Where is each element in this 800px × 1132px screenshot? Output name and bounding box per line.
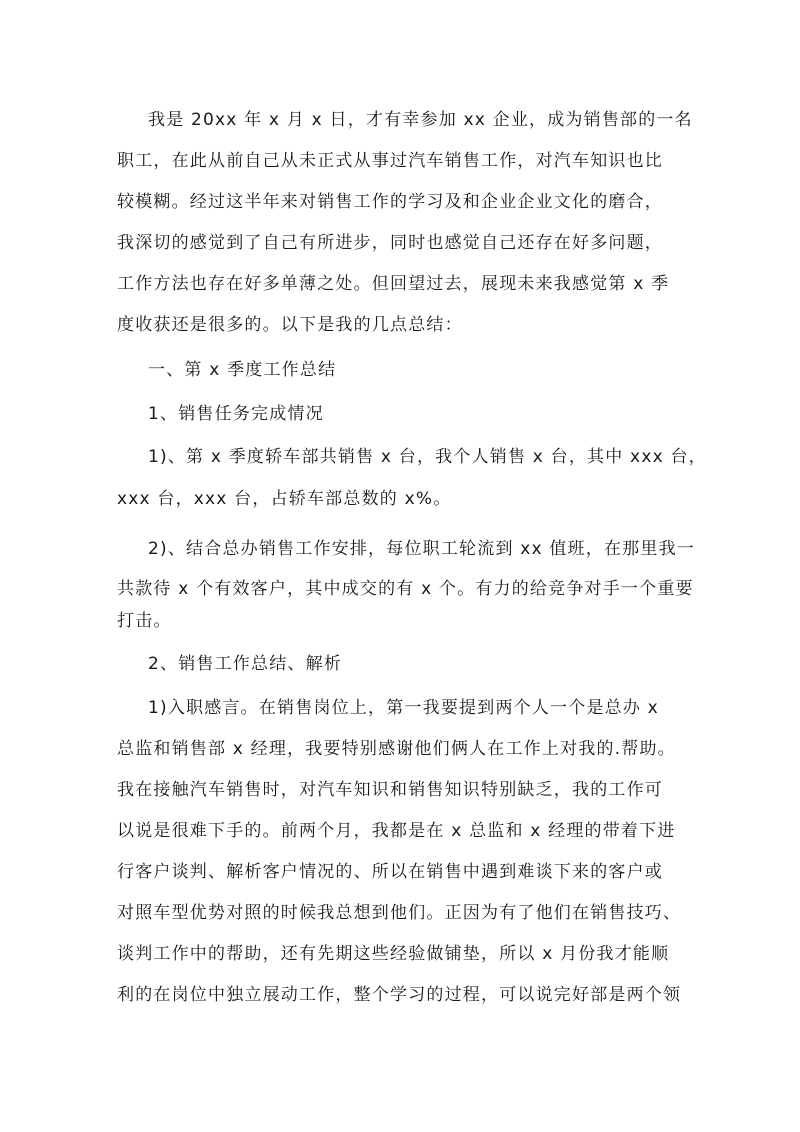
subsection-heading: 1、销售任务完成情况 [148,404,324,424]
text-line: 较模糊。经过这半年来对销售工作的学习及和企业企业文化的磨合， [117,192,663,212]
text-line: 谈判工作中的帮助，还有先期这些经验做铺垫，所以 x 月份我才能顺 [117,944,670,964]
text-line: 行客户谈判、解析客户情况的、所以在销售中遇到难谈下来的客户或 [117,862,663,882]
section-heading: 一、第 x 季度工作总结 [148,360,337,380]
text-line: 我是 20xx 年 x 月 x 日，才有幸参加 xx 企业，成为销售部的一名 [148,110,693,130]
text-line: 利的在岗位中独立展动工作，整个学习的过程，可以说完好部是两个领 [117,985,682,1005]
text-line: 度收获还是很多的。以下是我的几点总结： [117,315,463,335]
text-line: 我深切的感觉到了自己有所进步，同时也感觉自己还存在好多问题， [117,233,663,253]
text-line: 以说是很难下手的。前两个月，我都是在 x 总监和 x 经理的带着下进 [117,821,676,841]
text-line: 共款待 x 个有效客户，其中成交的有 x 个。有力的给竞争对手一个重要 [117,579,694,599]
text-line: 对照车型优势对照的时候我总想到他们。正因为有了他们在销售技巧、 [117,903,682,923]
subsection-heading: 2、销售工作总结、解析 [148,654,343,674]
text-line: 2)、结合总办销售工作安排，每位职工轮流到 xx 值班，在那里我一 [148,539,695,559]
text-line: 1)入职感言。在销售岗位上，第一我要提到两个人一个是总办 x [148,698,659,718]
text-line: 职工，在此从前自己从未正式从事过汽车销售工作，对汽车知识也比 [117,151,663,171]
text-line: xxx 台，xxx 台，占轿车部总数的 x%。 [117,489,452,509]
text-line: 工作方法也存在好多单薄之处。但回望过去，展现未来我感觉第 x 季 [117,274,670,294]
text-line: 总监和销售部 x 经理，我要特别感谢他们俩人在工作上对我的.帮助。 [117,739,676,759]
text-line: 打击。 [117,611,172,631]
text-line: 我在接触汽车销售时，对汽车知识和销售知识特别缺乏，我的工作可 [117,780,663,800]
text-line: 1)、第 x 季度轿车部共销售 x 台，我个人销售 x 台，其中 xxx 台， [148,447,707,467]
